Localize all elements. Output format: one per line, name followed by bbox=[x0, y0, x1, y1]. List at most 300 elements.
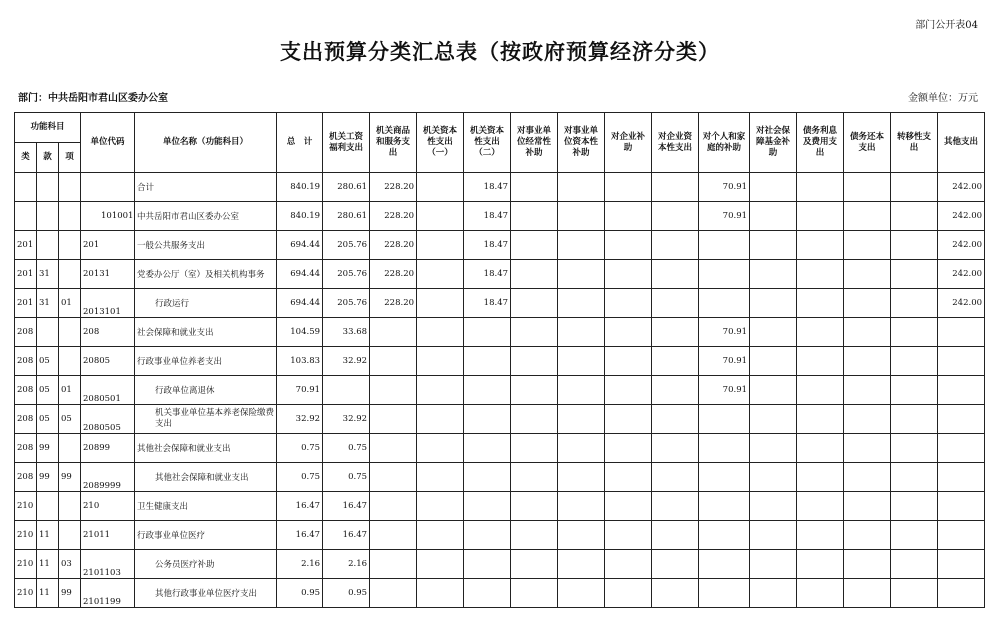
amount-cell bbox=[370, 492, 417, 521]
amount-cell bbox=[750, 463, 797, 492]
col-header: 机关资本性支出（二） bbox=[464, 113, 511, 173]
amount-cell bbox=[370, 434, 417, 463]
amount-cell bbox=[464, 463, 511, 492]
amount-cell: 18.47 bbox=[464, 202, 511, 231]
amount-cell bbox=[511, 231, 558, 260]
amount-cell bbox=[891, 202, 938, 231]
amount-cell bbox=[797, 463, 844, 492]
amount-cell bbox=[891, 231, 938, 260]
amount-cell bbox=[605, 492, 652, 521]
amount-cell bbox=[891, 521, 938, 550]
amount-cell bbox=[511, 550, 558, 579]
kuan-cell: 05 bbox=[37, 347, 59, 376]
amount-cell bbox=[750, 260, 797, 289]
amount-cell bbox=[938, 463, 985, 492]
amount-cell bbox=[558, 231, 605, 260]
amount-cell bbox=[652, 463, 699, 492]
amount-cell: 18.47 bbox=[464, 289, 511, 318]
unit-name-cell: 行政事业单位养老支出 bbox=[135, 347, 277, 376]
total-cell: 104.59 bbox=[277, 318, 323, 347]
amount-cell bbox=[417, 463, 464, 492]
amount-cell bbox=[699, 492, 750, 521]
amount-cell bbox=[511, 376, 558, 405]
func-subject-header: 功能科目 bbox=[15, 113, 81, 143]
amount-cell bbox=[750, 579, 797, 608]
unit-name-cell: 卫生健康支出 bbox=[135, 492, 277, 521]
unit-code-header: 单位代码 bbox=[81, 113, 135, 173]
amount-cell bbox=[938, 521, 985, 550]
amount-cell bbox=[417, 260, 464, 289]
table-row bbox=[15, 173, 985, 202]
amount-cell bbox=[511, 579, 558, 608]
amount-cell bbox=[511, 463, 558, 492]
amount-cell bbox=[511, 434, 558, 463]
amount-cell bbox=[797, 289, 844, 318]
amount-cell bbox=[750, 492, 797, 521]
amount-cell bbox=[891, 347, 938, 376]
unit-name-cell-text: 机关事业单位基本养老保险缴费支出 bbox=[155, 408, 275, 429]
amount-cell bbox=[558, 463, 605, 492]
amount-cell bbox=[797, 405, 844, 434]
amount-cell: 242.00 bbox=[938, 173, 985, 202]
amount-cell bbox=[652, 347, 699, 376]
amount-cell bbox=[511, 289, 558, 318]
amount-cell bbox=[750, 521, 797, 550]
total-cell: 840.19 bbox=[277, 173, 323, 202]
total-cell: 0.95 bbox=[277, 579, 323, 608]
amount-cell bbox=[891, 550, 938, 579]
xiang-cell bbox=[59, 521, 81, 550]
table-number-label: 部门公开表04 bbox=[915, 20, 978, 31]
xiang-cell bbox=[59, 202, 81, 231]
amount-cell bbox=[797, 492, 844, 521]
amount-cell bbox=[558, 318, 605, 347]
amount-cell bbox=[797, 434, 844, 463]
amount-cell bbox=[464, 405, 511, 434]
amount-cell bbox=[797, 318, 844, 347]
department-label: 部门：中共岳阳市君山区委办公室 bbox=[18, 93, 168, 104]
table-row bbox=[15, 550, 985, 579]
amount-cell bbox=[797, 173, 844, 202]
amount-cell bbox=[844, 550, 891, 579]
xiang-cell: 03 bbox=[59, 550, 81, 579]
amount-unit-label: 金额单位：万元 bbox=[908, 93, 978, 104]
amount-cell: 18.47 bbox=[464, 173, 511, 202]
amount-cell bbox=[558, 202, 605, 231]
amount-cell bbox=[605, 231, 652, 260]
amount-cell bbox=[750, 173, 797, 202]
amount-cell bbox=[652, 521, 699, 550]
amount-cell bbox=[699, 434, 750, 463]
amount-cell bbox=[891, 173, 938, 202]
amount-cell bbox=[605, 289, 652, 318]
amount-cell bbox=[558, 347, 605, 376]
unit-code-cell: 20805 bbox=[81, 347, 135, 376]
lei-cell bbox=[15, 202, 37, 231]
amount-cell bbox=[605, 318, 652, 347]
col-header: 对社会保障基金补助 bbox=[750, 113, 797, 173]
amount-cell bbox=[844, 492, 891, 521]
unit-code-cell: 21011 bbox=[81, 521, 135, 550]
amount-cell bbox=[699, 550, 750, 579]
amount-cell bbox=[652, 550, 699, 579]
table-row bbox=[15, 434, 985, 463]
amount-cell bbox=[844, 231, 891, 260]
amount-cell bbox=[511, 521, 558, 550]
amount-cell bbox=[370, 405, 417, 434]
amount-cell bbox=[605, 376, 652, 405]
amount-cell bbox=[891, 463, 938, 492]
amount-cell bbox=[891, 376, 938, 405]
amount-cell: 2.16 bbox=[323, 550, 370, 579]
unit-name-cell bbox=[135, 550, 277, 579]
amount-cell bbox=[417, 492, 464, 521]
unit-name-cell: 社会保障和就业支出 bbox=[135, 318, 277, 347]
amount-cell: 228.20 bbox=[370, 260, 417, 289]
unit-name-cell bbox=[135, 376, 277, 405]
unit-name-cell bbox=[135, 579, 277, 608]
amount-cell bbox=[891, 289, 938, 318]
amount-cell bbox=[797, 260, 844, 289]
unit-code-cell bbox=[81, 173, 135, 202]
col-header: 转移性支出 bbox=[891, 113, 938, 173]
unit-code-cell: 2101103 bbox=[81, 550, 135, 579]
unit-code-cell: 208 bbox=[81, 318, 135, 347]
amount-cell bbox=[938, 492, 985, 521]
amount-cell bbox=[511, 347, 558, 376]
amount-cell: 242.00 bbox=[938, 289, 985, 318]
unit-name-cell: 行政事业单位医疗 bbox=[135, 521, 277, 550]
table-row bbox=[15, 289, 985, 318]
xiang-cell: 01 bbox=[59, 289, 81, 318]
total-header: 总 计 bbox=[277, 113, 323, 173]
amount-cell bbox=[891, 434, 938, 463]
unit-code-cell: 2013101 bbox=[81, 289, 135, 318]
amount-cell: 70.91 bbox=[699, 173, 750, 202]
lei-cell: 210 bbox=[15, 550, 37, 579]
unit-code-cell bbox=[81, 202, 135, 231]
amount-cell bbox=[938, 376, 985, 405]
amount-cell: 228.20 bbox=[370, 173, 417, 202]
xiang-cell bbox=[59, 173, 81, 202]
table-row bbox=[15, 231, 985, 260]
amount-cell: 32.92 bbox=[323, 405, 370, 434]
lei-cell: 208 bbox=[15, 347, 37, 376]
amount-cell: 205.76 bbox=[323, 231, 370, 260]
unit-name-cell-text: 其他社会保障和就业支出 bbox=[155, 473, 249, 483]
amount-cell bbox=[558, 260, 605, 289]
xiang-cell bbox=[59, 260, 81, 289]
amount-cell: 280.61 bbox=[323, 173, 370, 202]
amount-cell bbox=[464, 376, 511, 405]
amount-cell bbox=[511, 260, 558, 289]
amount-cell bbox=[797, 231, 844, 260]
amount-cell bbox=[844, 347, 891, 376]
unit-code-cell: 2080501 bbox=[81, 376, 135, 405]
amount-cell bbox=[652, 405, 699, 434]
amount-cell: 70.91 bbox=[699, 318, 750, 347]
amount-cell bbox=[370, 376, 417, 405]
amount-cell: 205.76 bbox=[323, 289, 370, 318]
amount-cell bbox=[938, 434, 985, 463]
amount-cell: 32.92 bbox=[323, 347, 370, 376]
table-row bbox=[15, 579, 985, 608]
lei-cell: 208 bbox=[15, 405, 37, 434]
total-cell: 0.75 bbox=[277, 463, 323, 492]
lei-cell: 201 bbox=[15, 260, 37, 289]
amount-cell bbox=[558, 579, 605, 608]
table-row bbox=[15, 347, 985, 376]
amount-cell bbox=[417, 289, 464, 318]
kuan-cell bbox=[37, 202, 59, 231]
amount-cell bbox=[891, 579, 938, 608]
amount-cell bbox=[511, 318, 558, 347]
amount-cell bbox=[844, 405, 891, 434]
table-row bbox=[15, 376, 985, 405]
unit-code-cell: 20131 bbox=[81, 260, 135, 289]
amount-cell bbox=[699, 463, 750, 492]
amount-cell bbox=[797, 347, 844, 376]
amount-cell bbox=[370, 521, 417, 550]
amount-cell bbox=[417, 318, 464, 347]
amount-cell: 228.20 bbox=[370, 202, 417, 231]
unit-name-cell bbox=[135, 289, 277, 318]
total-cell: 32.92 bbox=[277, 405, 323, 434]
amount-cell bbox=[652, 318, 699, 347]
amount-cell bbox=[699, 289, 750, 318]
amount-cell bbox=[652, 434, 699, 463]
kuan-cell: 05 bbox=[37, 376, 59, 405]
unit-name-cell-text: 行政单位离退休 bbox=[155, 386, 215, 396]
amount-cell bbox=[750, 318, 797, 347]
unit-code-cell: 210 bbox=[81, 492, 135, 521]
amount-cell bbox=[464, 550, 511, 579]
unit-code-cell: 201 bbox=[81, 231, 135, 260]
amount-cell bbox=[558, 405, 605, 434]
amount-cell: 205.76 bbox=[323, 260, 370, 289]
table-row bbox=[15, 318, 985, 347]
amount-cell bbox=[844, 579, 891, 608]
amount-cell bbox=[844, 260, 891, 289]
amount-cell bbox=[652, 289, 699, 318]
amount-cell bbox=[464, 521, 511, 550]
amount-cell bbox=[417, 347, 464, 376]
xiang-cell bbox=[59, 318, 81, 347]
amount-cell bbox=[797, 376, 844, 405]
amount-cell bbox=[938, 550, 985, 579]
amount-cell bbox=[699, 521, 750, 550]
unit-name-cell-text: 行政运行 bbox=[155, 299, 190, 309]
kuan-cell: 05 bbox=[37, 405, 59, 434]
kuan-cell: 31 bbox=[37, 260, 59, 289]
amount-cell bbox=[750, 231, 797, 260]
xiang-cell bbox=[59, 347, 81, 376]
amount-cell bbox=[417, 376, 464, 405]
amount-cell bbox=[750, 434, 797, 463]
total-cell: 694.44 bbox=[277, 231, 323, 260]
amount-cell bbox=[417, 579, 464, 608]
total-cell: 2.16 bbox=[277, 550, 323, 579]
amount-cell bbox=[652, 579, 699, 608]
amount-cell bbox=[370, 579, 417, 608]
amount-cell bbox=[511, 173, 558, 202]
amount-cell bbox=[558, 492, 605, 521]
page-title: 支出预算分类汇总表（按政府预算经济分类） bbox=[280, 40, 720, 64]
amount-cell: 18.47 bbox=[464, 231, 511, 260]
table-row bbox=[15, 463, 985, 492]
amount-cell bbox=[605, 347, 652, 376]
xiang-header: 项 bbox=[59, 143, 81, 173]
col-header: 机关资本性支出（一） bbox=[417, 113, 464, 173]
amount-cell bbox=[558, 521, 605, 550]
table-row bbox=[15, 521, 985, 550]
amount-cell bbox=[699, 231, 750, 260]
unit-name-cell bbox=[135, 405, 277, 434]
amount-cell bbox=[323, 376, 370, 405]
amount-cell: 280.61 bbox=[323, 202, 370, 231]
amount-cell bbox=[605, 579, 652, 608]
xiang-cell: 99 bbox=[59, 579, 81, 608]
amount-cell: 18.47 bbox=[464, 260, 511, 289]
amount-cell bbox=[652, 492, 699, 521]
col-header: 对事业单位资本性补助 bbox=[558, 113, 605, 173]
table-body bbox=[15, 173, 985, 608]
total-cell: 840.19 bbox=[277, 202, 323, 231]
total-cell: 694.44 bbox=[277, 289, 323, 318]
amount-cell bbox=[417, 173, 464, 202]
amount-cell bbox=[938, 347, 985, 376]
amount-cell bbox=[797, 579, 844, 608]
amount-cell bbox=[797, 550, 844, 579]
amount-cell bbox=[417, 434, 464, 463]
amount-cell: 0.75 bbox=[323, 434, 370, 463]
amount-cell bbox=[370, 463, 417, 492]
amount-cell bbox=[699, 579, 750, 608]
lei-cell: 208 bbox=[15, 376, 37, 405]
unit-name-cell: 合计 bbox=[135, 173, 277, 202]
amount-cell: 16.47 bbox=[323, 492, 370, 521]
amount-cell bbox=[417, 405, 464, 434]
unit-name-cell-text: 公务员医疗补助 bbox=[155, 560, 215, 570]
amount-cell bbox=[464, 434, 511, 463]
unit-code-cell: 2089999 bbox=[81, 463, 135, 492]
amount-cell bbox=[370, 347, 417, 376]
amount-cell bbox=[605, 550, 652, 579]
amount-cell bbox=[844, 434, 891, 463]
amount-cell bbox=[844, 173, 891, 202]
kuan-header: 款 bbox=[37, 143, 59, 173]
total-cell: 70.91 bbox=[277, 376, 323, 405]
amount-cell bbox=[464, 492, 511, 521]
xiang-cell bbox=[59, 492, 81, 521]
amount-cell bbox=[605, 405, 652, 434]
amount-cell bbox=[558, 173, 605, 202]
amount-cell bbox=[605, 463, 652, 492]
table-row bbox=[15, 260, 985, 289]
amount-cell bbox=[891, 492, 938, 521]
amount-cell bbox=[605, 521, 652, 550]
amount-cell bbox=[417, 202, 464, 231]
lei-cell: 210 bbox=[15, 521, 37, 550]
amount-cell bbox=[605, 173, 652, 202]
table-row bbox=[15, 202, 985, 231]
amount-cell: 16.47 bbox=[323, 521, 370, 550]
amount-cell bbox=[750, 202, 797, 231]
table-header bbox=[15, 113, 985, 173]
amount-cell bbox=[750, 550, 797, 579]
unit-code-cell-text: 101001 bbox=[101, 211, 134, 221]
unit-name-header: 单位名称（功能科目） bbox=[135, 113, 277, 173]
amount-cell: 0.95 bbox=[323, 579, 370, 608]
amount-cell bbox=[558, 289, 605, 318]
total-cell: 694.44 bbox=[277, 260, 323, 289]
kuan-cell: 99 bbox=[37, 434, 59, 463]
amount-cell: 0.75 bbox=[323, 463, 370, 492]
unit-code-cell: 2101199 bbox=[81, 579, 135, 608]
col-header: 对事业单位经常性补助 bbox=[511, 113, 558, 173]
amount-cell bbox=[652, 260, 699, 289]
amount-cell: 228.20 bbox=[370, 289, 417, 318]
amount-cell bbox=[652, 173, 699, 202]
table-row bbox=[15, 492, 985, 521]
kuan-cell bbox=[37, 318, 59, 347]
unit-name-cell bbox=[135, 463, 277, 492]
xiang-cell: 05 bbox=[59, 405, 81, 434]
amount-cell bbox=[511, 492, 558, 521]
amount-cell bbox=[511, 202, 558, 231]
amount-cell bbox=[464, 347, 511, 376]
amount-cell bbox=[844, 376, 891, 405]
amount-cell bbox=[844, 521, 891, 550]
lei-cell: 201 bbox=[15, 231, 37, 260]
amount-cell bbox=[370, 550, 417, 579]
lei-cell: 210 bbox=[15, 492, 37, 521]
amount-cell bbox=[558, 434, 605, 463]
amount-cell: 33.68 bbox=[323, 318, 370, 347]
amount-cell bbox=[464, 318, 511, 347]
amount-cell bbox=[844, 318, 891, 347]
amount-cell bbox=[750, 405, 797, 434]
amount-cell bbox=[558, 376, 605, 405]
amount-cell bbox=[844, 463, 891, 492]
table-row bbox=[15, 405, 985, 434]
amount-cell: 242.00 bbox=[938, 202, 985, 231]
amount-cell bbox=[558, 550, 605, 579]
xiang-cell: 99 bbox=[59, 463, 81, 492]
amount-cell bbox=[699, 405, 750, 434]
kuan-cell: 31 bbox=[37, 289, 59, 318]
amount-cell bbox=[417, 521, 464, 550]
amount-cell bbox=[891, 318, 938, 347]
kuan-cell bbox=[37, 231, 59, 260]
unit-code-cell: 2080505 bbox=[81, 405, 135, 434]
lei-cell: 208 bbox=[15, 318, 37, 347]
budget-table bbox=[14, 112, 985, 608]
total-cell: 103.83 bbox=[277, 347, 323, 376]
amount-cell bbox=[750, 376, 797, 405]
col-header: 对企业资本性支出 bbox=[652, 113, 699, 173]
lei-cell bbox=[15, 173, 37, 202]
unit-code-cell: 20899 bbox=[81, 434, 135, 463]
total-cell: 16.47 bbox=[277, 521, 323, 550]
total-cell: 0.75 bbox=[277, 434, 323, 463]
kuan-cell: 11 bbox=[37, 521, 59, 550]
col-header: 债务利息及费用支出 bbox=[797, 113, 844, 173]
amount-cell bbox=[797, 521, 844, 550]
amount-cell bbox=[891, 405, 938, 434]
total-cell: 16.47 bbox=[277, 492, 323, 521]
amount-cell bbox=[844, 289, 891, 318]
